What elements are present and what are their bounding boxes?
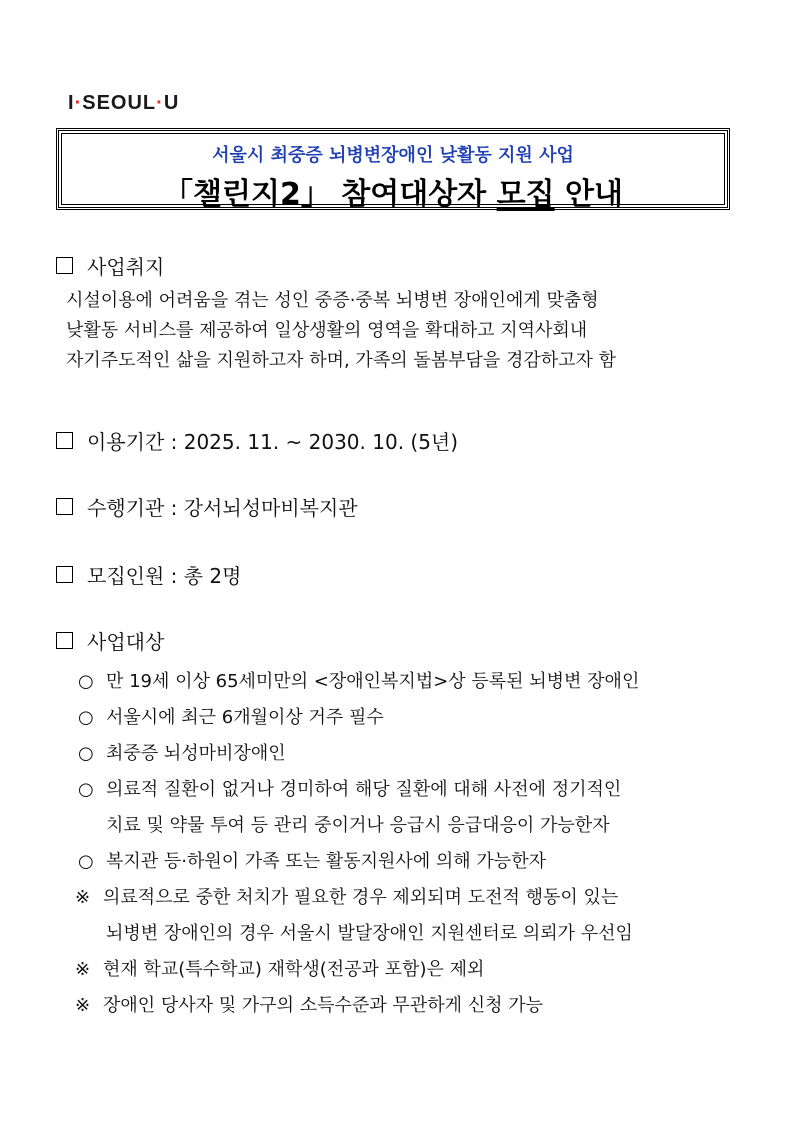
purpose-text [66,286,616,376]
section-period [56,426,458,455]
note-item: ※ 현재 학교(특수학교) 재학생(전공과 포함)은 제외 [75,959,485,980]
checkbox-square-icon [56,432,73,449]
list-item: ○ 복지관 등·하원이 가족 또는 활동지원사에 의해 가능한자 [78,851,546,872]
purpose-line: 낮활동 서비스를 제공하여 일상생활의 영역을 확대하고 지역사회내 [66,320,588,341]
section-agency [56,492,358,521]
recruit-text: 모집인원 : 총 2명 [87,564,242,588]
section-purpose [56,251,164,280]
note-item: ※ 의료적으로 중한 처치가 필요한 경우 제외되며 도전적 행동이 있는 [75,887,619,908]
circle-bullet-icon: ○ [78,743,94,764]
circle-bullet-icon: ○ [78,779,94,800]
circle-bullet-icon: ○ [78,707,94,728]
reference-mark-icon: ※ [75,959,91,980]
circle-bullet-icon: ○ [78,671,94,692]
list-item: ○ 만 19세 이상 65세미만의 <장애인복지법>상 등록된 뇌병변 장애인 [78,671,640,692]
page-title: 「챌린지2」 참여대상자 모집 안내 [163,177,623,212]
list-item: ○ 서울시에 최근 6개월이상 거주 필수 [78,707,384,728]
reference-mark-icon: ※ [75,887,91,908]
subtitle: 서울시 최중증 뇌병변장애인 낮활동 지원 사업 [212,145,574,166]
list-item-continued: 치료 및 약물 투여 등 관리 중이거나 응급시 응급대응이 가능한자 [106,815,610,836]
section-heading: 사업대상 [87,630,165,654]
checkbox-square-icon [56,566,73,583]
section-target [56,626,164,655]
purpose-line: 자기주도적인 삶을 지원하고자 하며, 가족의 돌봄부담을 경감하고자 함 [66,350,617,371]
list-item: ○ 의료적 질환이 없거나 경미하여 해당 질환에 대해 사전에 정기적인 [78,779,622,800]
reference-mark-icon: ※ [75,995,91,1016]
section-heading: 사업취지 [87,255,165,279]
note-item: ※ 장애인 당사자 및 가구의 소득수준과 무관하게 신청 가능 [75,995,543,1016]
period-text: 이용기간 : 2025. 11. ~ 2030. 10. (5년) [87,430,459,454]
checkbox-square-icon [56,498,73,515]
note-item-continued: 뇌병변 장애인의 경우 서울시 발달장애인 지원센터로 의뢰가 우선임 [106,923,633,944]
checkbox-square-icon [56,257,73,274]
circle-bullet-icon: ○ [78,851,94,872]
list-item: ○ 최중증 뇌성마비장애인 [78,743,286,764]
checkbox-square-icon [56,632,73,649]
agency-text: 수행기관 : 강서뇌성마비복지관 [87,496,358,520]
section-recruit [56,560,241,589]
purpose-line: 시설이용에 어려움을 겪는 성인 중증·중복 뇌병변 장애인에게 맞춤형 [66,290,599,311]
title-box [56,128,730,210]
seoul-logo: I·SEOUL·U [68,92,180,114]
